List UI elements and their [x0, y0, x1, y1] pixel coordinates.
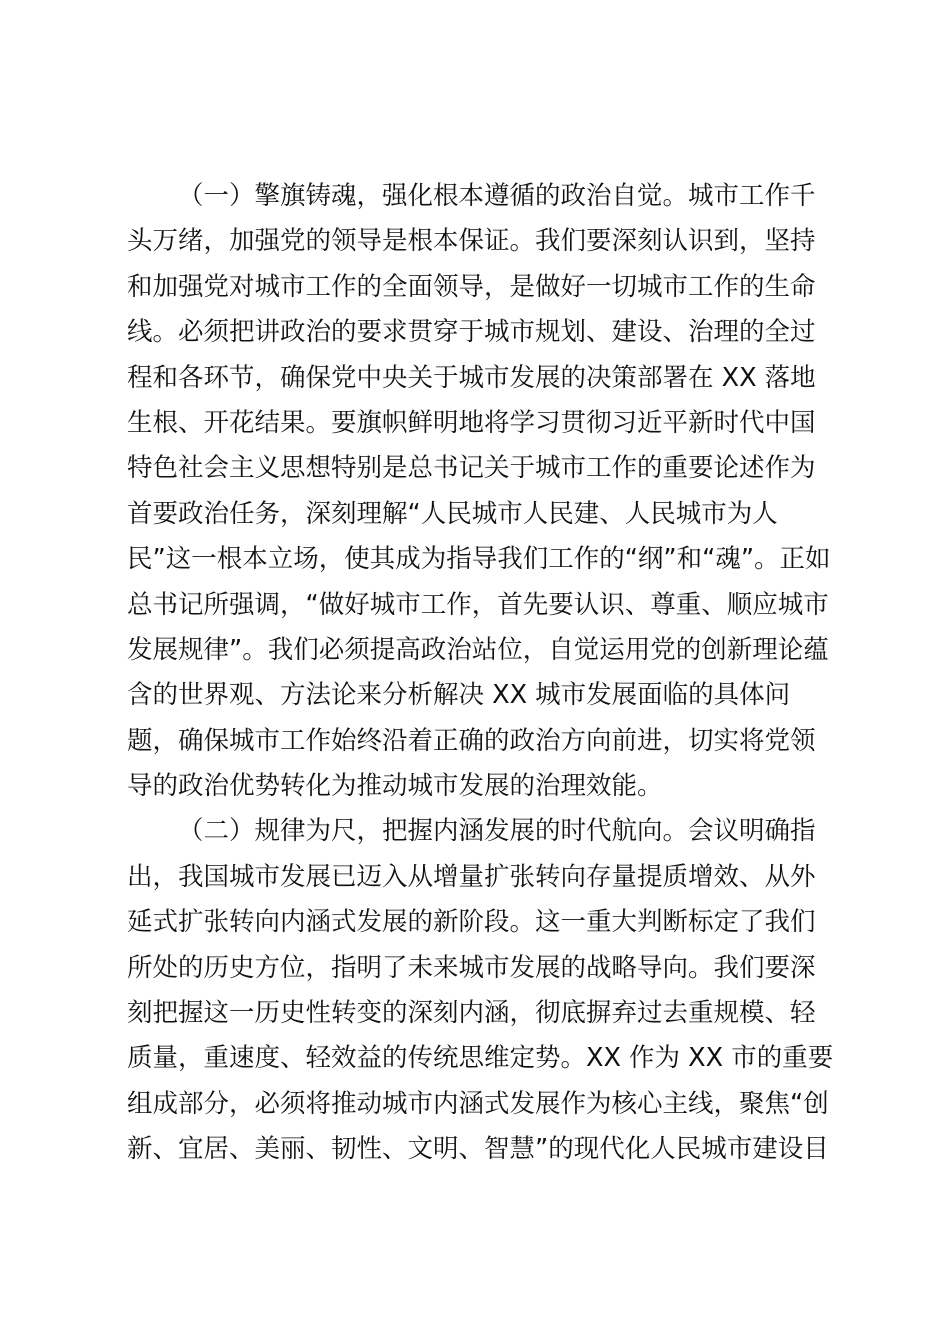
paragraph-line: （二）规律为尺，把握内涵发展的时代航向。会议明确指: [178, 816, 816, 847]
paragraph-line: 刻把握这一历史性转变的深刻内涵，彻底摒弃过去重规模、轻: [127, 998, 816, 1029]
paragraph-line: 和加强党对城市工作的全面领导，是做好一切城市工作的生命: [127, 271, 816, 302]
paragraph-line: 导的政治优势转化为推动城市发展的治理效能。: [127, 771, 663, 802]
document-body: [127, 174, 832, 1173]
paragraph-line: 线。必须把讲政治的要求贯穿于城市规划、建设、治理的全过: [127, 317, 816, 348]
paragraph-line: 题，确保城市工作始终沿着正确的政治方向前进，切实将党领: [127, 725, 816, 756]
paragraph-line: 发展规律”。我们必须提高政治站位，自觉运用党的创新理论蕴: [127, 634, 829, 665]
paragraph-line: 含的世界观、方法论来分析解决 XX 城市发展面临的具体问: [127, 680, 791, 711]
paragraph-line: 组成部分，必须将推动城市内涵式发展作为核心主线，聚焦“创: [127, 1088, 829, 1119]
paragraph-line: 程和各环节，确保党中央关于城市发展的决策部署在 XX 落地: [127, 362, 816, 393]
paragraph-2: [127, 809, 832, 1172]
paragraph-line: 所处的历史方位，指明了未来城市发展的战略导向。我们要深: [127, 952, 816, 983]
paragraph-line: 民”这一根本立场，使其成为指导我们工作的“纲”和“魂”。正如: [127, 544, 831, 575]
paragraph-1: [127, 174, 832, 809]
paragraph-line: 出，我国城市发展已迈入从增量扩张转向存量提质增效、从外: [127, 861, 816, 892]
paragraph-line: 头万绪，加强党的领导是根本保证。我们要深刻认识到，坚持: [127, 226, 816, 257]
paragraph-line: 新、宜居、美丽、韧性、文明、智慧”的现代化人民城市建设目: [127, 1134, 829, 1165]
paragraph-line: 总书记所强调，“做好城市工作，首先要认识、尊重、顺应城市: [127, 589, 829, 620]
paragraph-line: 特色社会主义思想特别是总书记关于城市工作的重要论述作为: [127, 453, 816, 484]
paragraph-line: 质量，重速度、轻效益的传统思维定势。XX 作为 XX 市的重要: [127, 1043, 834, 1074]
paragraph-line: 生根、开花结果。要旗帜鲜明地将学习贯彻习近平新时代中国: [127, 407, 816, 438]
paragraph-line: （一）擎旗铸魂，强化根本遵循的政治自觉。城市工作千: [178, 181, 816, 211]
paragraph-line: 首要政治任务，深刻理解“人民城市人民建、人民城市为人: [127, 498, 778, 529]
paragraph-line: 延式扩张转向内涵式发展的新阶段。这一重大判断标定了我们: [127, 907, 816, 938]
